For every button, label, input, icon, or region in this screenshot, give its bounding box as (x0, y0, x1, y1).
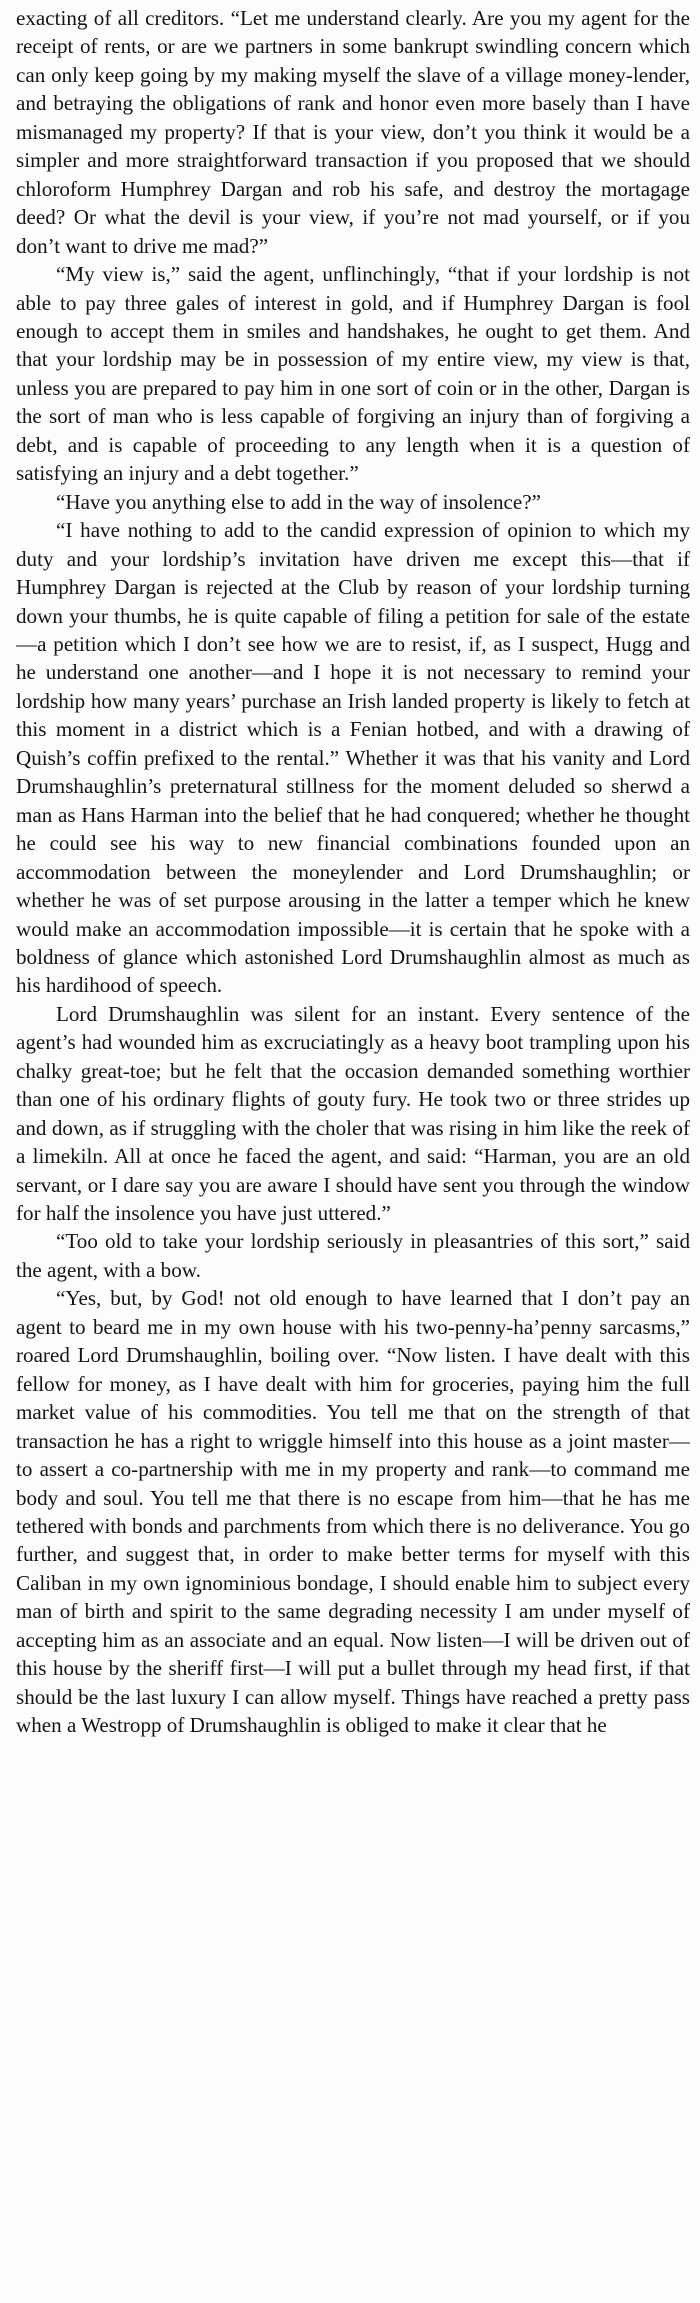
paragraph-2: “My view is,” said the agent, unflinchingly, “that if your lordship is not able to pay three gales of interest in gold, and if Humphrey Dargan is fool enough to accept them in smiles and handshakes, he ought to get them. And that your lordship may be in possession of my entire view, my view is that, unless you are prepared to pay him in one sort of coin or in the other, Dargan is the sort of man who is less capable of forgiving an injury than of forgiving a debt, and is capable of proceeding to any length when it is a question of satisfying an injury and a debt together.” (16, 262, 690, 486)
paragraph-7: “Yes, but, by God! not old enough to have learned that I don’t pay an agent to beard me in my own house with his two-penny-ha’penny sarcasms,” roared Lord Drumshaughlin, boiling over. “Now listen. I have dealt with this fellow for money, as I have dealt with him for groceries, paying him the full market value of his commodities. You tell me that on the strength of that transaction he has a right to wriggle himself into this house as a joint master—to assert a co-partnership with me in my property and rank—to command me body and soul. You tell me that there is no escape from him—that he has me tethered with bonds and parchments from which there is no deliverance. You go further, and suggest that, in order to make better terms for myself with this Caliban in my own ignominious bondage, I should enable him to subject every man of birth and spirit to the same degrading necessity I am under myself of accepting him as an associate and an equal. Now listen—I will be driven out of this house by the sheriff first—I will put a bullet through my head first, if that should be the last luxury I can allow myself. Things have reached a pretty pass when a Westropp of Drumshaughlin is obliged to make it clear that he (16, 1286, 690, 1738)
paragraph-1: exacting of all creditors. “Let me understand clearly. Are you my agent for the receipt of rents, or are we partners in some bankrupt swindling concern which can only keep going by my making myself the slave of a village money-lender, and betraying the obligations of rank and honor even more basely than I have mismanaged my property? If that is your view, don’t you think it would be a simpler and more straightforward transaction if you proposed that we should chloroform Humphrey Dargan and rob his safe, and destroy the mortagage deed? Or what the devil is your view, if you’re not mad yourself, or if you don’t want to drive me mad?” (16, 6, 690, 258)
paragraph-5: Lord Drumshaughlin was silent for an instant. Every sentence of the agent’s had wounded him as excruciatingly as a heavy boot trampling upon his chalky great-toe; but he felt that the occasion demanded something worthier than one of his ordinary flights of gouty fury. He took two or three strides up and down, as if struggling with the choler that was rising in him like the reek of a limekiln. All at once he faced the agent, and said: “Harman, you are an old servant, or I dare say you are aware I should have sent you through the window for half the insolence you have just uttered.” (16, 1001, 690, 1226)
paragraph-3: “Have you anything else to add in the way of insolence?” (56, 489, 541, 514)
paragraph-6: “Too old to take your lordship seriously in pleasantries of this sort,” said the agent, with a bow. (16, 1229, 690, 1282)
text-column (16, 4, 690, 1740)
paragraph-4: “I have nothing to add to the candid expression of opinion to which my duty and your lordship’s invitation have driven me except this—that if Humphrey Dargan is rejected at the Club by reason of your lordship turning down your thumbs, he is quite capable of filing a petition for sale of the estate—a petition which I don’t see how we are to resist, if, as I suspect, Hugg and he understand one another—and I hope it is not necessary to remind your lordship how many years’ purchase an Irish landed property is likely to fetch at this moment in a district which is a Fenian hotbed, and with a drawing of Quish’s coffin prefixed to the rental.” Whether it was that his vanity and Lord Drumshaughlin’s preternatural stillness for the moment deluded so sherwd a man as Hans Harman into the belief that he had conquered; whether he thought he could see his way to new financial combinations founded upon an accommodation between the moneylender and Lord Drumshaughlin; or whether he was of set purpose arousing in the latter a temper which he knew would make an accommodation impossible—it is certain that he spoke with a boldness of glance which astonished Lord Drumshaughlin almost as much as his hardihood of speech. (16, 518, 690, 998)
